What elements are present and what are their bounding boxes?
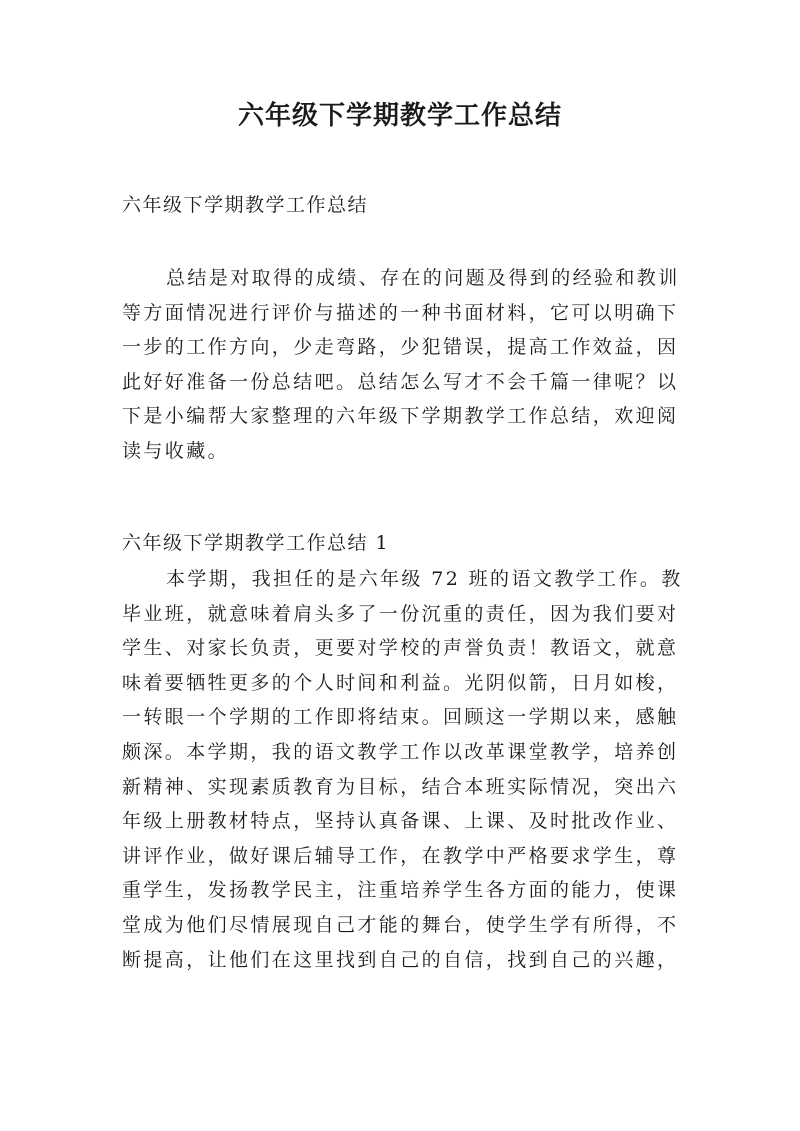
section-line: 重学生，发扬教学民主，注重培养学生各方面的能力，使课	[122, 879, 679, 902]
section-line: 讲评作业，做好课后辅导工作，在教学中严格要求学生，尊	[122, 844, 679, 867]
section-line: 毕业班，就意味着肩头多了一份沉重的责任，因为我们要对	[122, 602, 679, 625]
section-heading: 六年级下学期教学工作总结 1	[122, 532, 390, 554]
section-line: 断提高，让他们在这里找到自己的自信，找到自己的兴趣，	[122, 948, 679, 971]
section-paragraph	[122, 562, 682, 977]
section-line: 堂成为他们尽情展现自己才能的舞台，使学生学有所得，不	[122, 913, 679, 936]
intro-line: 等方面情况进行评价与描述的一种书面材料，它可以明确下	[122, 301, 679, 324]
section-line: 本学期，我担任的是六年级 72 班的语文教学工作。教	[166, 568, 683, 590]
section-line: 学生、对家长负责，更要对学校的声誉负责！教语文，就意	[122, 637, 679, 660]
section-line: 颇深。本学期，我的语文教学工作以改革课堂教学，培养创	[122, 740, 679, 763]
intro-paragraph	[122, 261, 682, 469]
intro-line: 读与收藏。	[122, 439, 230, 462]
document-title: 六年级下学期教学工作总结	[237, 101, 562, 131]
section-line: 一转眼一个学期的工作即将结束。回顾这一学期以来，感触	[122, 706, 679, 729]
document-subtitle: 六年级下学期教学工作总结	[122, 194, 369, 216]
intro-line: 一步的工作方向，少走弯路，少犯错误，提高工作效益，因	[122, 336, 679, 359]
section-line: 新精神、实现素质教育为目标，结合本班实际情况，突出六	[122, 775, 679, 798]
intro-line: 此好好准备一份总结吧。总结怎么写才不会千篇一律呢？以	[122, 370, 679, 393]
section-line: 味着要牺牲更多的个人时间和利益。光阴似箭，日月如梭，	[122, 671, 679, 694]
intro-line: 总结是对取得的成绩、存在的问题及得到的经验和教训	[166, 267, 680, 289]
section-line: 年级上册教材特点，坚持认真备课、上课、及时批改作业、	[122, 810, 679, 833]
intro-line: 下是小编帮大家整理的六年级下学期教学工作总结，欢迎阅	[122, 405, 679, 428]
